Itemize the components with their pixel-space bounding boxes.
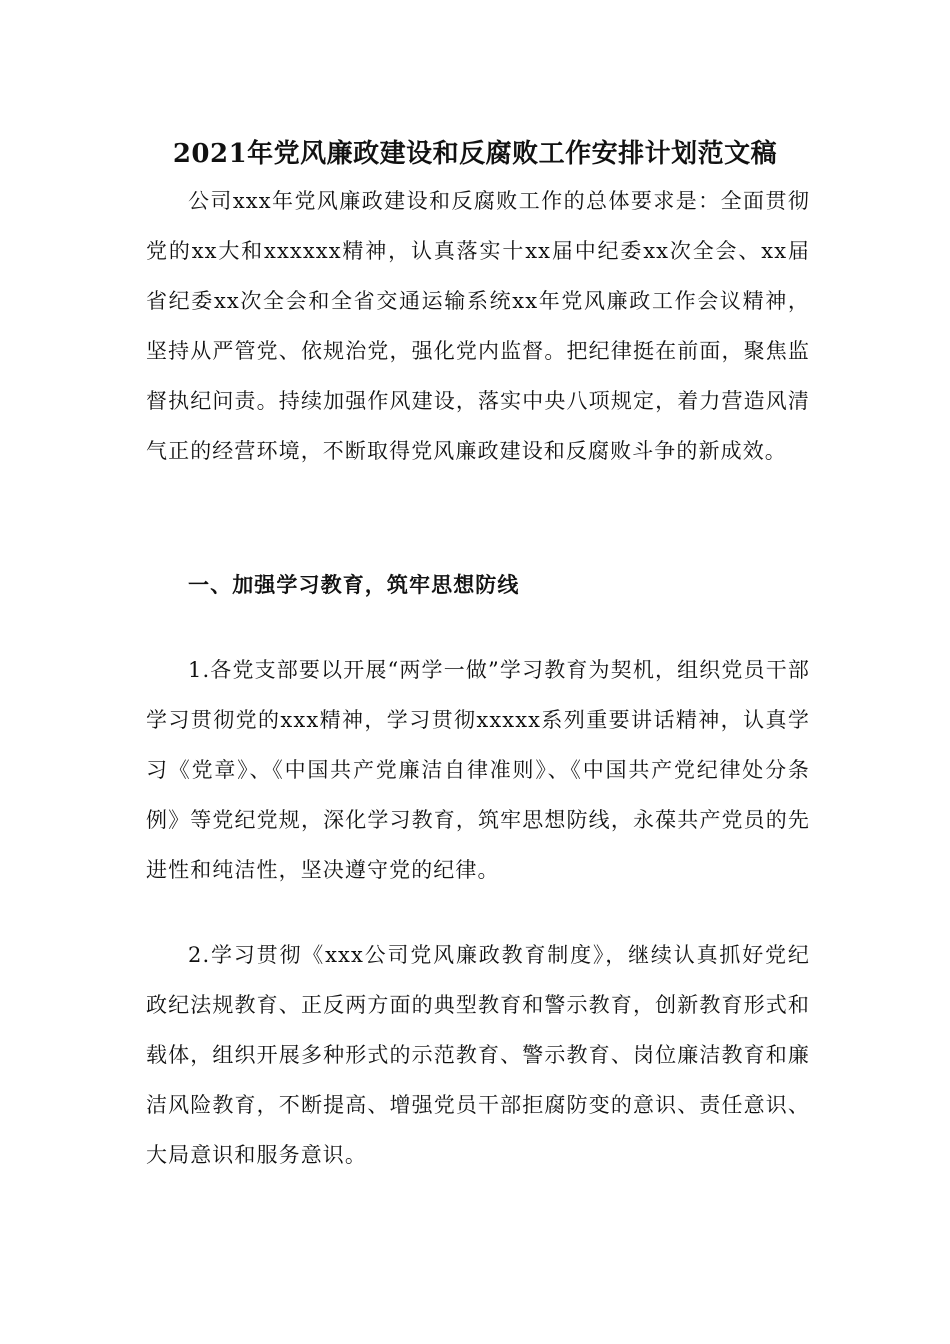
intro-paragraph: 公司xxx年党风廉政建设和反腐败工作的总体要求是：全面贯彻党的xx大和xxxxxx精神，认真落实十xx届中纪委xx次全会、xx届省纪委xx次全会和全省交通运输系统xx年党风廉政工作会议精神，坚持从严管党、依规治党，强化党内监督。把纪律挺在前面，聚焦监督执纪问责。持续加强作风建设，落实中央八项规定，着力营造风清气正的经营环境，不断取得党风廉政建设和反腐败斗争的新成效。: [146, 189, 810, 463]
section-item-paragraph: 1.各党支部要以开展“两学一做”学习教育为契机，组织党员干部学习贯彻党的xxx精神，学习贯彻xxxxx系列重要讲话精神，认真学习《党章》、《中国共产党廉洁自律准则》、《中国共产党纪律处分条例》等党纪党规，深化学习教育，筑牢思想防线，永葆共产党员的先进性和纯洁性，坚决遵守党的纪律。: [146, 658, 810, 882]
document-title: 2021年党风廉政建设和反腐败工作安排计划范文稿: [172, 139, 778, 169]
section-item-paragraph: 2.学习贯彻《xxx公司党风廉政教育制度》，继续认真抓好党纪政纪法规教育、正反两方面的典型教育和警示教育，创新教育形式和载体，组织开展多种形式的示范教育、警示教育、岗位廉洁教育和廉洁风险教育，不断提高、增强党员干部拒腐防变的意识、责任意识、大局意识和服务意识。: [146, 943, 810, 1167]
section-heading: 一、加强学习教育，筑牢思想防线: [188, 572, 520, 597]
